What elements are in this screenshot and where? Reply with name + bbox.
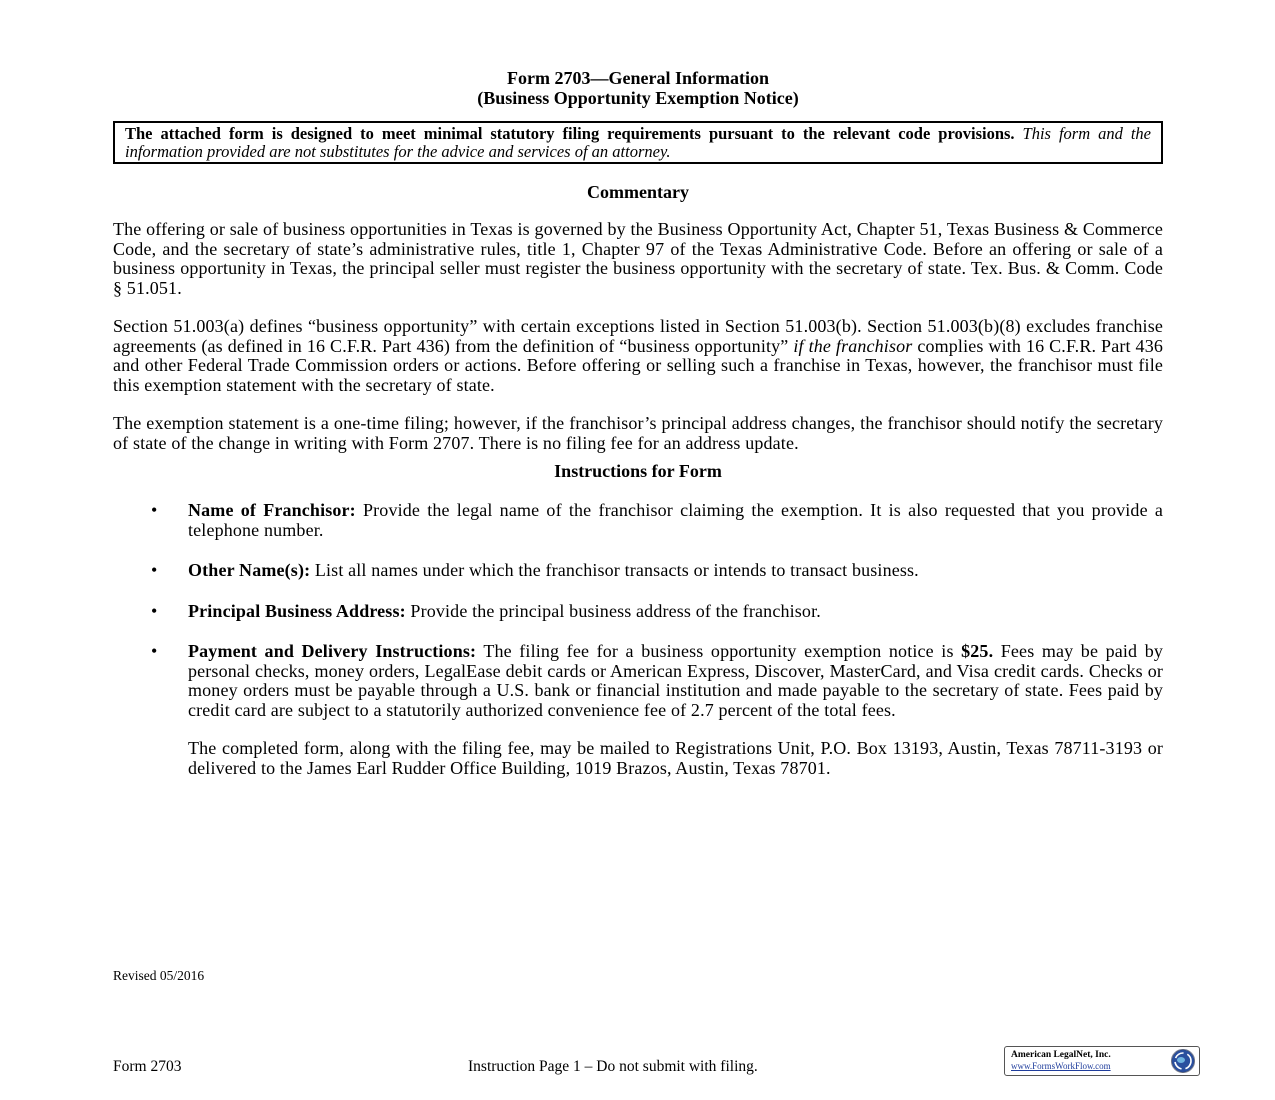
paragraph-2-text-a: Section 51.003(a) defines “business opportunity” with certain exceptions listed in Section 51.003(b). Section 51.003(b)(8) excludes franchise agreements (as defined in 16 C.F.R. Part 436) from the definition of “business opportunity” (113, 316, 1163, 356)
document-page (113, 68, 1163, 778)
commentary-paragraph-2 (113, 317, 1163, 395)
payment-text-b: Fees may be paid by personal checks, money orders, LegalEase debit cards or American Express, Discover, MasterCard, and Visa credit cards. Checks or money orders must be payable through a U.S. bank or financial institution and made payable to the secretary of state. Fees paid by credit card are subject to a statutorily authorized convenience fee of 2.7 percent of the total fees. (188, 641, 1163, 720)
instruction-label: Name of Franchisor: (188, 500, 356, 520)
commentary-paragraph-3: The exemption statement is a one-time filing; however, if the franchisor’s principal address changes, the franchisor should notify the secretary of state of the change in writing with Form 2707. There is no filing fee for an address update. (113, 413, 1163, 453)
footer-page-note: Instruction Page 1 – Do not submit with filing. (468, 1058, 758, 1075)
instruction-item-payment (113, 642, 1163, 778)
globe-icon (1170, 1048, 1196, 1074)
form-subtitle: (Business Opportunity Exemption Notice) (477, 88, 799, 108)
form-title: Form 2703—General Information (507, 68, 769, 88)
instruction-text: Provide the legal name of the franchisor claiming the exemption. It is also requested that you provide a telephone number. (188, 500, 1163, 540)
instruction-label: Other Name(s): (188, 560, 311, 580)
payment-text-a: The filing fee for a business opportunity exemption notice is (483, 641, 954, 661)
logo-company-name: American LegalNet, Inc. (1011, 1050, 1111, 1060)
notice-box (113, 121, 1163, 164)
notice-italic-text: This form and the information provided are not substitutes for the advice and services of an attorney. (125, 124, 1151, 161)
commentary-paragraph-1: The offering or sale of business opportunities in Texas is governed by the Business Opportunity Act, Chapter 51, Texas Business & Commerce Code, and the secretary of state’s administrative rules, title 1, Chapter 97 of the Texas Administrative Code. Before an offering or sale of a business opportunity in Texas, the principal seller must register the business opportunity with the secretary of state. Tex. Bus. & Comm. Code § 51.051. (113, 219, 1163, 298)
mailing-instructions: The completed form, along with the filing fee, may be mailed to Registrations Unit, P.O. Box 13193, Austin, Texas 78711-3193 or delivered to the James Earl Rudder Office Building, 1019 Brazos, Austin, Texas 78701. (188, 738, 1163, 778)
paragraph-2-italic: if the franchisor (793, 335, 913, 356)
instruction-text: List all names under which the franchisor transacts or intends to transact business. (314, 560, 919, 580)
commentary-heading: Commentary (587, 182, 689, 202)
instruction-label: Payment and Delivery Instructions: (188, 641, 477, 661)
bullet-icon: • (151, 500, 158, 520)
footer-form-number: Form 2703 (113, 1058, 182, 1075)
instruction-item-other-names (113, 561, 1163, 581)
logo-website-link[interactable]: www.FormsWorkFlow.com (1011, 1061, 1111, 1071)
instructions-list (113, 501, 1163, 778)
notice-bold-text: The attached form is designed to meet minimal statutory filing requirements pursuant to the relevant code provisions. (125, 124, 1015, 143)
instruction-item-name-of-franchisor (113, 501, 1163, 540)
instruction-item-principal-address (113, 602, 1163, 622)
bullet-icon: • (151, 560, 158, 580)
paragraph-2-text-b: complies with 16 C.F.R. Part 436 and other Federal Trade Commission orders or actions. Before offering or selling such a franchise in Texas, however, the franchisor must file this exemption statement with the secretary of state. (113, 335, 1163, 395)
bullet-icon: • (151, 641, 158, 661)
filing-fee: $25. (961, 641, 994, 661)
instruction-text: Provide the principal business address of the franchisor. (410, 600, 821, 621)
instructions-heading: Instructions for Form (554, 461, 722, 481)
revised-date: Revised 05/2016 (113, 968, 205, 983)
instruction-label: Principal Business Address: (188, 600, 406, 621)
bullet-icon: • (151, 600, 158, 621)
american-legalnet-logo[interactable] (1004, 1046, 1200, 1076)
